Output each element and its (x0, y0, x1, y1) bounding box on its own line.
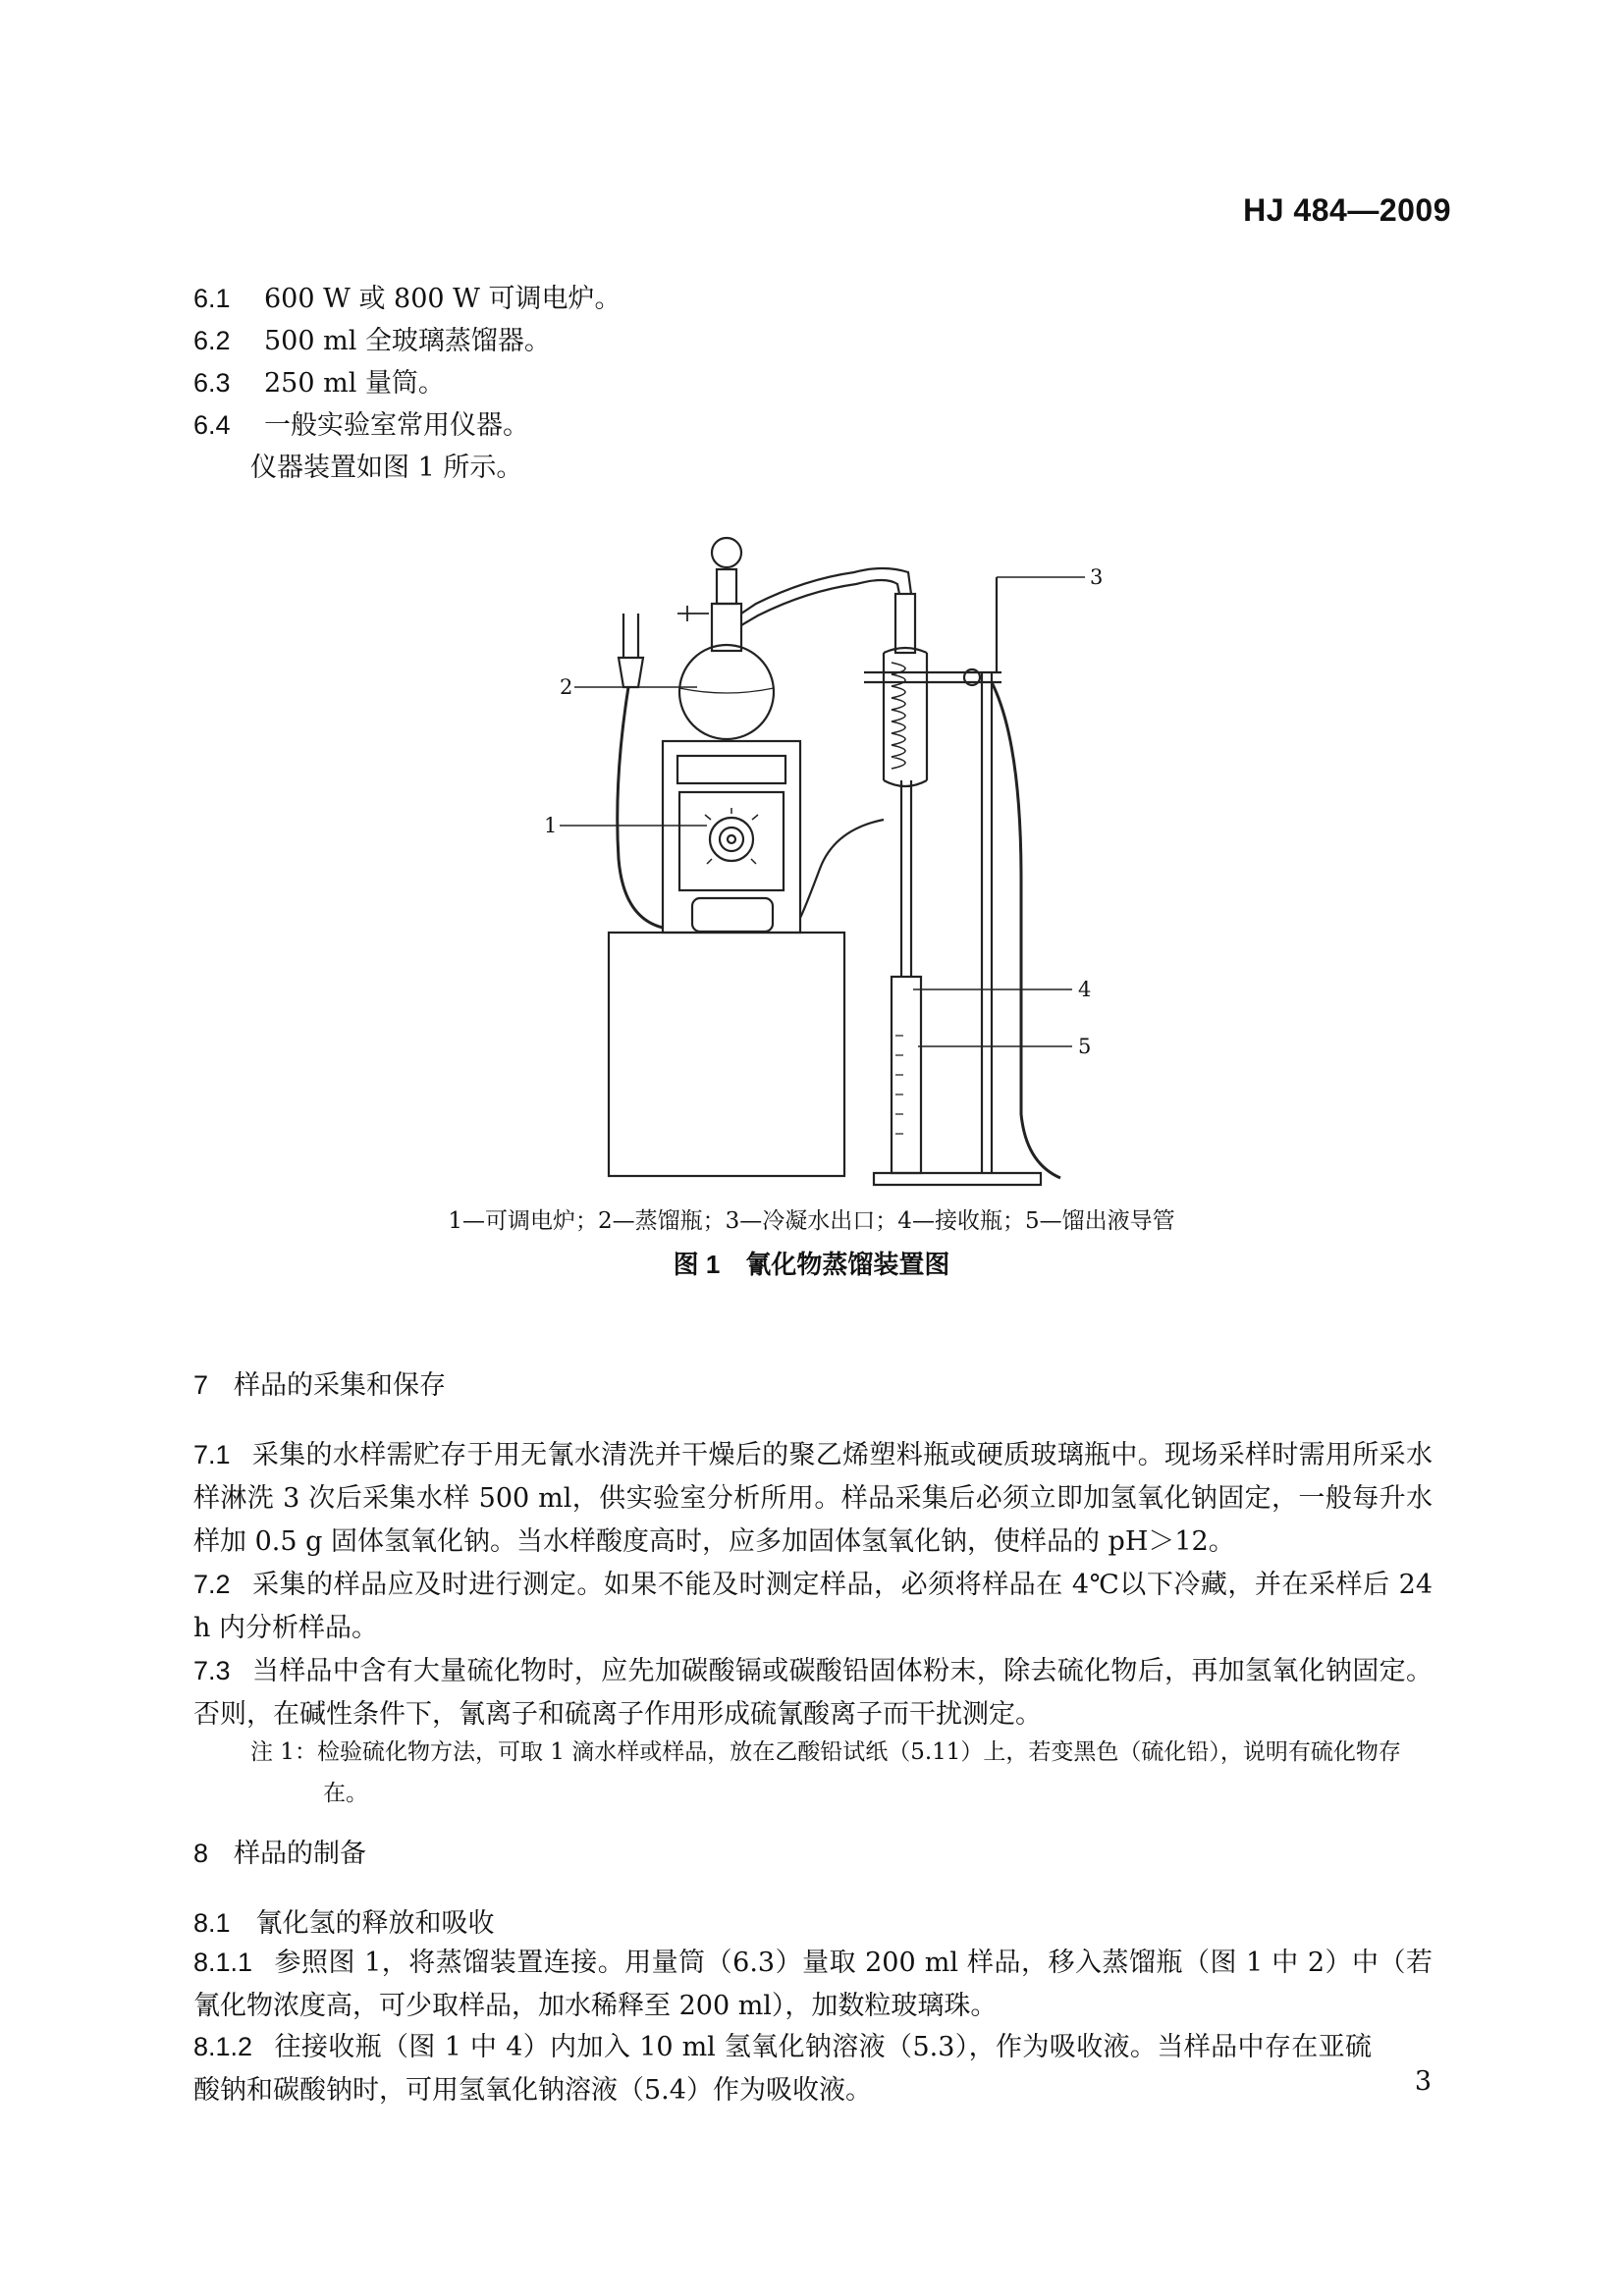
paragraph (193, 1649, 1433, 1736)
section-title: 样品的制备 (234, 1839, 367, 1868)
item-text: 一般实验室常用仪器。 (264, 410, 529, 441)
paragraph (193, 2025, 1372, 2112)
note (250, 1732, 1458, 1814)
section-title: 样品的采集和保存 (234, 1370, 447, 1400)
paragraph-text: 往接收瓶（图 1 中 4）内加入 10 ml 氢氧化钠溶液（5.3），作为吸收液。当样品中存在亚硫酸钠和碳酸钠时，可用氢氧化钠溶液（5.4）作为吸收液。 (193, 2032, 1372, 2106)
section-number: 7 (193, 1370, 209, 1400)
page-number: 3 (1414, 2066, 1432, 2097)
section-heading (193, 1832, 366, 1870)
item-number: 6.4 (193, 410, 231, 440)
paragraph-number: 8.1.1 (193, 1948, 253, 1977)
paragraph (193, 1433, 1433, 1564)
paragraph-text: 采集的样品应及时进行测定。如果不能及时测定样品，必须将样品在 4℃以下冷藏，并在采样后 24 h 内分析样品。 (193, 1570, 1433, 1643)
note-line: 在。 (323, 1781, 368, 1806)
item-text: 250 ml 量筒。 (264, 368, 445, 399)
figure-caption (0, 1245, 1623, 1281)
paragraph-text: 当样品中含有大量硫化物时，应先加碳酸镉或碳酸铅固体粉末，除去硫化物后，再加氢氧化钠固定。否则，在碱性条件下，氰离子和硫离子作用形成硫氰酸离子而干扰测定。 (193, 1656, 1433, 1730)
distillation-apparatus-figure (530, 486, 1119, 1193)
paragraph-number: 7.2 (193, 1570, 231, 1599)
section-number: 8 (193, 1839, 209, 1868)
paragraph-number: 8.1.2 (193, 2032, 253, 2061)
item-number: 6.2 (193, 326, 231, 355)
equipment-item (193, 277, 622, 315)
callout-3: 3 (1090, 565, 1104, 589)
subsection-number: 8.1 (193, 1908, 231, 1938)
callout-4: 4 (1078, 978, 1092, 1001)
figure-legend: 1—可调电炉；2—蒸馏瓶；3—冷凝水出口；4—接收瓶；5—馏出液导管 (448, 1208, 1175, 1234)
figure-caption-title: 氰化物蒸馏装置图 (745, 1250, 950, 1279)
paragraph-text: 采集的水样需贮存于用无氰水清洗并干燥后的聚乙烯塑料瓶或硬质玻璃瓶中。现场采样时需用所采水样淋洗 3 次后采集水样 500 ml，供实验室分析所用。样品采集后必须立即加氢氧化钠固定，一般每升水样加 0.5 g 固体氢氧化钠。当水样酸度高时，应多加固体氢氧化钠，使样品的 pH＞12。 (193, 1440, 1433, 1557)
item-text: 500 ml 全玻璃蒸馏器。 (264, 326, 551, 356)
paragraph (193, 1563, 1433, 1650)
equipment-item (193, 319, 551, 357)
subsection-title: 氰化氢的释放和吸收 (255, 1908, 495, 1938)
paragraph-text: 参照图 1，将蒸馏装置连接。用量筒（6.3）量取 200 ml 样品，移入蒸馏瓶（图 1 中 2）中（若氰化物浓度高，可少取样品，加水稀释至 200 ml），加数粒玻璃珠。 (193, 1948, 1433, 2021)
section-heading (193, 1363, 446, 1402)
callout-2: 2 (560, 675, 573, 699)
figure-caption-number: 图 1 (673, 1250, 721, 1279)
callout-5: 5 (1078, 1035, 1092, 1058)
paragraph-number: 7.3 (193, 1656, 231, 1685)
callout-1: 1 (544, 814, 558, 837)
equipment-note: 仪器装置如图 1 所示。 (250, 453, 523, 483)
paragraph-number: 7.1 (193, 1440, 231, 1469)
item-number: 6.3 (193, 368, 231, 398)
subsection-heading (193, 1901, 495, 1940)
item-text: 600 W 或 800 W 可调电炉。 (264, 284, 622, 314)
equipment-item (193, 403, 529, 442)
note-line: 注 1：检验硫化物方法，可取 1 滴水样或样品，放在乙酸铅试纸（5.11）上，若变黑色（硫化铅），说明有硫化物存 (250, 1739, 1401, 1765)
standard-code: HJ 484—2009 (1243, 192, 1451, 228)
item-number: 6.1 (193, 284, 231, 313)
equipment-item (193, 361, 445, 400)
paragraph (193, 1941, 1433, 2028)
